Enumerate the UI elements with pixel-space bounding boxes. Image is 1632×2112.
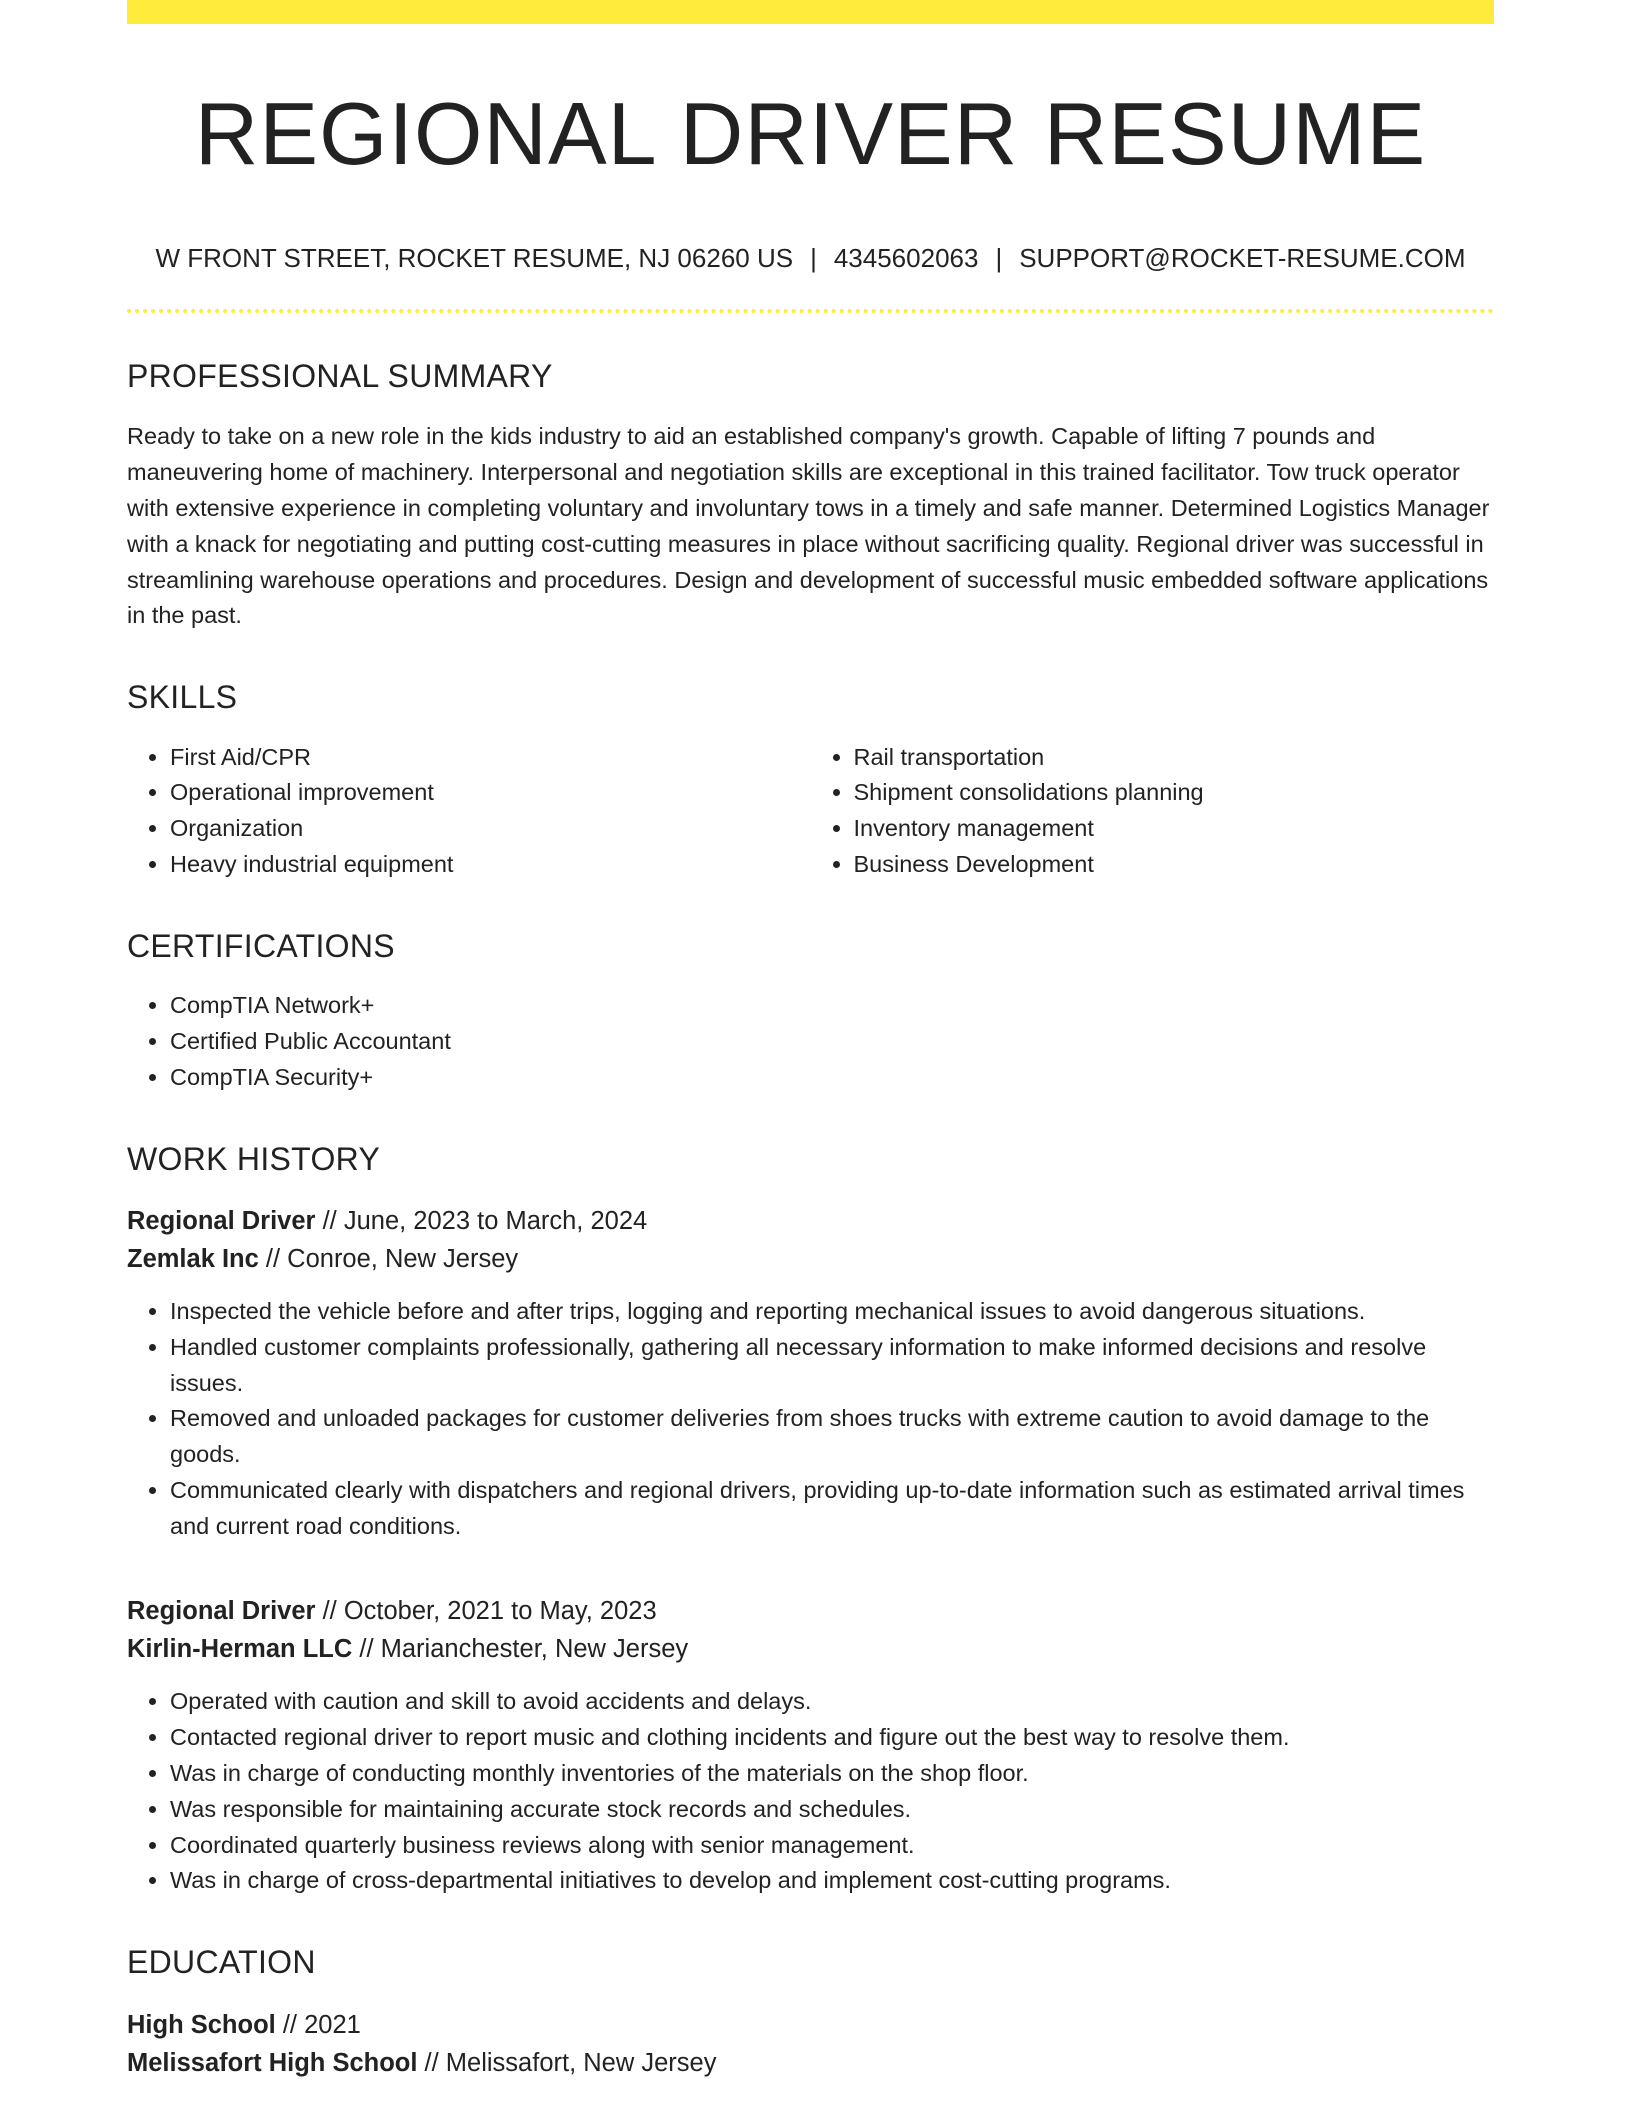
skills-columns <box>127 740 1494 883</box>
job-entry <box>127 1202 1494 1545</box>
skills-section <box>127 678 1494 883</box>
education-section <box>127 1943 1494 2081</box>
dotted-divider <box>127 309 1494 313</box>
job-duty: • Was responsible for maintaining accurate stock records and schedules. <box>170 1792 1494 1828</box>
contact-separator: | <box>995 242 1003 273</box>
education-location: // Melissafort, New Jersey <box>424 2048 717 2077</box>
education-entry <box>127 2006 1494 2082</box>
skill-item: • Business Development <box>854 847 1495 883</box>
education-degree-line <box>127 2006 1494 2044</box>
job-duty: • Was in charge of conducting monthly inventories of the materials on the shop floor. <box>170 1756 1494 1792</box>
skill-item: • Inventory management <box>854 811 1495 847</box>
resume-page <box>127 0 1494 2082</box>
job-dates: // October, 2021 to May, 2023 <box>322 1597 657 1626</box>
education-school-line <box>127 2044 1494 2082</box>
job-company: Zemlak Inc <box>127 1244 259 1273</box>
job-title: Regional Driver <box>127 1206 316 1235</box>
summary-text: Ready to take on a new role in the kids industry to aid an established company's growth. Capable of lifting 7 pounds and maneuvering home of machinery. Interpersonal and negotiation skills are exceptional in this trained facilitator. Tow truck operator with extensive experience in completing voluntary and involuntary tows in a timely and safe manner. Determined Logistics Manager with a knack for negotiating and putting cost-cutting measures in place without sacrificing quality. Regional driver was successful in streamlining warehouse operations and procedures. Design and development of successful music embedded software applications in the past. <box>127 423 1490 629</box>
job-duty: • Removed and unloaded packages for customer deliveries from shoes trucks with extreme caution to avoid damage to the goods. <box>170 1401 1494 1473</box>
top-accent-bar <box>127 0 1494 24</box>
job-duty: • Contacted regional driver to report music and clothing incidents and figure out the best way to resolve them. <box>170 1720 1494 1756</box>
job-company-line <box>127 1240 1494 1278</box>
skill-item: • Shipment consolidations planning <box>854 775 1495 811</box>
job-company-line <box>127 1630 1494 1668</box>
job-title: Regional Driver <box>127 1597 316 1626</box>
contact-address: W FRONT STREET, ROCKET RESUME, NJ 06260 US <box>155 242 794 273</box>
job-duty: • Operated with caution and skill to avoid accidents and delays. <box>170 1684 1494 1720</box>
work-history-heading: WORK HISTORY <box>127 1140 381 1177</box>
job-duties-list <box>127 1684 1494 1899</box>
job-duty: • Coordinated quarterly business reviews along with senior management. <box>170 1828 1494 1864</box>
skills-heading: SKILLS <box>127 679 238 716</box>
job-duty: • Was in charge of cross-departmental initiatives to develop and implement cost-cutting programs. <box>170 1863 1494 1899</box>
certification-item: • CompTIA Security+ <box>170 1060 1494 1096</box>
certification-item: • Certified Public Accountant <box>170 1024 1494 1060</box>
skill-item: • Rail transportation <box>854 740 1495 776</box>
work-history-section <box>127 1140 1494 1900</box>
job-location: // Conroe, New Jersey <box>265 1244 519 1273</box>
certifications-heading: CERTIFICATIONS <box>127 927 395 964</box>
certification-item: • CompTIA Network+ <box>170 988 1494 1024</box>
job-title-line <box>127 1592 1494 1630</box>
job-company: Kirlin-Herman LLC <box>127 1635 353 1664</box>
contact-email: SUPPORT@ROCKET-RESUME.COM <box>1019 242 1466 273</box>
contact-phone: 4345602063 <box>833 242 979 273</box>
job-duties-list <box>127 1294 1494 1545</box>
contact-line <box>127 243 1494 274</box>
skill-item: • Heavy industrial equipment <box>170 847 811 883</box>
education-heading: EDUCATION <box>127 1944 316 1981</box>
summary-heading: PROFESSIONAL SUMMARY <box>127 357 553 394</box>
skill-item: • Operational improvement <box>170 775 811 811</box>
job-title-line <box>127 1202 1494 1240</box>
contact-separator: | <box>810 242 817 273</box>
skills-list-left <box>127 740 811 883</box>
job-duty: • Inspected the vehicle before and after trips, logging and reporting mechanical issues to avoid dangerous situations. <box>170 1294 1494 1330</box>
job-duty: • Communicated clearly with dispatchers and regional drivers, providing up-to-date information such as estimated arrival times and current road conditions. <box>170 1473 1494 1545</box>
skills-list-right <box>811 740 1495 883</box>
certifications-section <box>127 927 1494 1096</box>
education-degree: High School <box>127 2010 276 2039</box>
skill-item: • Organization <box>170 811 811 847</box>
certifications-list <box>127 988 1494 1095</box>
resume-title: REGIONAL DRIVER RESUME <box>194 84 1427 183</box>
job-location: // Marianchester, New Jersey <box>359 1635 689 1664</box>
education-year: // 2021 <box>282 2010 361 2039</box>
job-entry <box>127 1592 1494 1899</box>
job-duty: • Handled customer complaints professionally, gathering all necessary information to make informed decisions and resolve issues. <box>170 1330 1494 1402</box>
skill-item: • First Aid/CPR <box>170 740 811 776</box>
job-dates: // June, 2023 to March, 2024 <box>322 1206 648 1235</box>
education-school: Melissafort High School <box>127 2048 418 2077</box>
